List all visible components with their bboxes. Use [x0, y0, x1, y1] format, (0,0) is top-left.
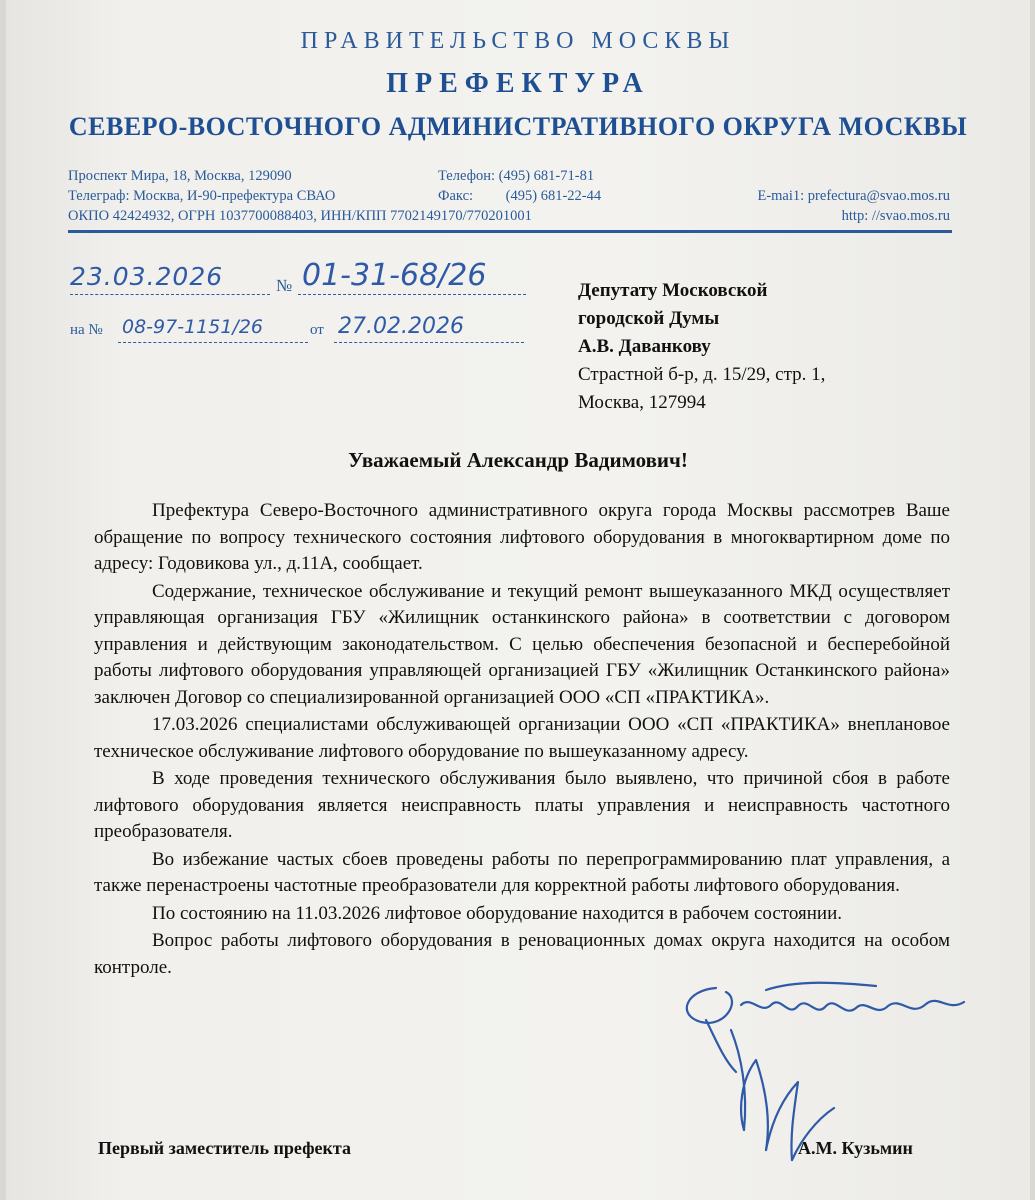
- date-underline: [70, 294, 270, 295]
- recipient-street: Страстной б-р, д. 15/29, стр. 1,: [578, 364, 826, 385]
- greeting: Уважаемый Александр Вадимович!: [348, 448, 688, 472]
- email-line: E-mai1: prefectura@svao.mos.ru: [757, 188, 950, 204]
- number-underline: [298, 294, 526, 295]
- prefecture-title: ПРЕФЕКТУРА: [386, 68, 650, 99]
- paragraph-7: Вопрос работы лифтового оборудования в реновационных домах округа находится на особом контроле.: [94, 930, 950, 978]
- recipient-name: А.В. Даванкову: [578, 336, 711, 357]
- telegraph-line: Телеграф: Москва, И-90-префектура СВАО: [68, 188, 336, 204]
- handwritten-signature: [566, 960, 1006, 1170]
- ref-date-underline: [334, 342, 524, 343]
- ref-number: 08-97-1151/26: [122, 316, 263, 338]
- government-title: ПРАВИТЕЛЬСТВО МОСКВЫ: [300, 28, 736, 54]
- paragraph-4: В ходе проведения технического обслуживания было выявлено, что причиной сбоя в работе лифтового оборудования является неисправность платы управления и неисправность частотного преобразователя.: [94, 768, 950, 842]
- paragraph-1: Префектура Северо-Восточного административного округа города Москвы рассмотрев Ваше обращение по вопросу технического состояния лифтового оборудования в многоквартирном доме по адресу: Годовикова ул., д.11А, сообщает.: [94, 500, 950, 574]
- recipient-city: Москва, 127994: [578, 392, 706, 413]
- letterhead-rule: [68, 230, 952, 233]
- outgoing-number: 01-31-68/26: [302, 258, 487, 293]
- letter-sheet: [6, 0, 1030, 1200]
- signatory-name: А.М. Кузьмин: [798, 1138, 913, 1158]
- codes-line: ОКПО 42424932, ОГРН 1037700088403, ИНН/КПП 7702149170/770201001: [68, 208, 532, 224]
- signatory-title: Первый заместитель префекта: [98, 1138, 351, 1158]
- paragraph-5: Во избежание частых сбоев проведены работы по перепрограммированию плат управления, а также перенастроены частотные преобразователи для корректной работы лифтового оборудования.: [94, 848, 950, 896]
- ref-date: 27.02.2026: [338, 314, 464, 339]
- district-title: СЕВЕРО-ВОСТОЧНОГО АДМИНИСТРАТИВНОГО ОКРУГА МОСКВЫ: [68, 112, 968, 141]
- paragraph-3: 17.03.2026 специалистами обслуживающей организации ООО «СП «ПРАКТИКА» внеплановое техническое обслуживание лифтового оборудование по вышеуказанному адресу.: [94, 714, 950, 762]
- paragraph-6: По состоянию на 11.03.2026 лифтовое оборудование находится в рабочем состоянии.: [152, 902, 842, 924]
- ref-number-label: на №: [70, 322, 103, 338]
- number-label: №: [276, 276, 293, 295]
- paragraph-2: Содержание, техническое обслуживание и текущий ремонт вышеуказанного МКД осуществляет управляющая организация ГБУ «Жилищник останкинского района» в соответствии с договором управления и действующим законодательством. С целью обеспечения безопасной и бесперебойной работы лифтового оборудования управляющей организацией ГБУ «Жилищник Останкинского района» заключен Договор со специализированной организацией ООО «СП «ПРАКТИКА».: [94, 580, 950, 708]
- outgoing-date: 23.03.2026: [70, 262, 224, 291]
- letter-body: [94, 498, 950, 981]
- address-line: Проспект Мира, 18, Москва, 129090: [68, 168, 292, 184]
- ref-number-underline: [118, 342, 308, 343]
- site-line: http: //svao.mos.ru: [841, 208, 950, 224]
- recipient-line-1: Депутату Московской: [578, 280, 768, 301]
- phone-line: Телефон: (495) 681-71-81: [438, 168, 595, 184]
- ref-from-label: от: [310, 322, 324, 338]
- recipient-line-2: городской Думы: [578, 308, 720, 329]
- fax-line: Факс: (495) 681-22-44: [438, 188, 602, 204]
